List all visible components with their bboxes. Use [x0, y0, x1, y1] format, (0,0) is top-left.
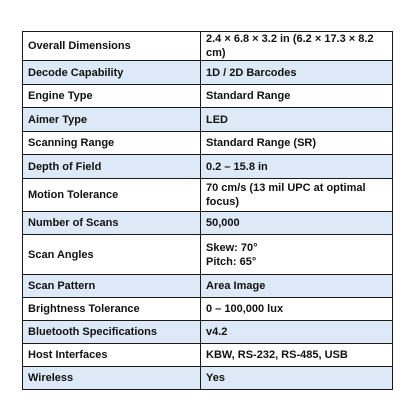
spec-row-number-of-scans: [23, 212, 393, 235]
spec-label: Decode Capability: [23, 61, 201, 85]
spec-row-bluetooth-specifications: [23, 321, 393, 344]
spec-row-scan-pattern: [23, 275, 393, 298]
spec-label: Motion Tolerance: [23, 179, 201, 212]
spec-row-scanning-range: [23, 132, 393, 155]
spec-value: Standard Range (SR): [201, 132, 393, 155]
spec-label: Scan Pattern: [23, 275, 201, 298]
spec-value: KBW, RS-232, RS-485, USB: [201, 344, 393, 367]
spec-value: 2.4 × 6.8 × 3.2 in (6.2 × 17.3 × 8.2 cm): [201, 32, 393, 61]
spec-value: [201, 235, 393, 275]
spec-value: 70 cm/s (13 mil UPC at optimal focus): [201, 179, 393, 212]
spec-label: Wireless: [23, 367, 201, 390]
spec-row-wireless: [23, 367, 393, 390]
spec-row-depth-of-field: [23, 155, 393, 179]
spec-value: Yes: [201, 367, 393, 390]
spec-label: Scan Angles: [23, 235, 201, 275]
spec-label: Host Interfaces: [23, 344, 201, 367]
spec-label: Brightness Tolerance: [23, 298, 201, 321]
spec-row-engine-type: [23, 85, 393, 108]
spec-row-motion-tolerance: [23, 179, 393, 212]
spec-value: Standard Range: [201, 85, 393, 108]
spec-label: Depth of Field: [23, 155, 201, 179]
spec-value: LED: [201, 108, 393, 132]
spec-value: 50,000: [201, 212, 393, 235]
spec-row-brightness-tolerance: [23, 298, 393, 321]
spec-value: Area Image: [201, 275, 393, 298]
spec-value: 0.2 – 15.8 in: [201, 155, 393, 179]
spec-label: Aimer Type: [23, 108, 201, 132]
spec-label: Number of Scans: [23, 212, 201, 235]
spec-value: 0 – 100,000 lux: [201, 298, 393, 321]
spec-label: Scanning Range: [23, 132, 201, 155]
spec-label: Engine Type: [23, 85, 201, 108]
spec-row-host-interfaces: [23, 344, 393, 367]
spec-row-scan-angles: [23, 235, 393, 275]
spec-row-aimer-type: [23, 108, 393, 132]
spec-value: 1D / 2D Barcodes: [201, 61, 393, 85]
spec-value: v4.2: [201, 321, 393, 344]
spec-row-overall-dimensions: [23, 32, 393, 61]
spec-row-decode-capability: [23, 61, 393, 85]
specifications-table: [22, 31, 393, 390]
spec-value-line: Skew: 70°: [206, 241, 258, 254]
spec-label: Overall Dimensions: [23, 32, 201, 61]
spec-value-line: Pitch: 65°: [206, 255, 257, 268]
spec-label: Bluetooth Specifications: [23, 321, 201, 344]
